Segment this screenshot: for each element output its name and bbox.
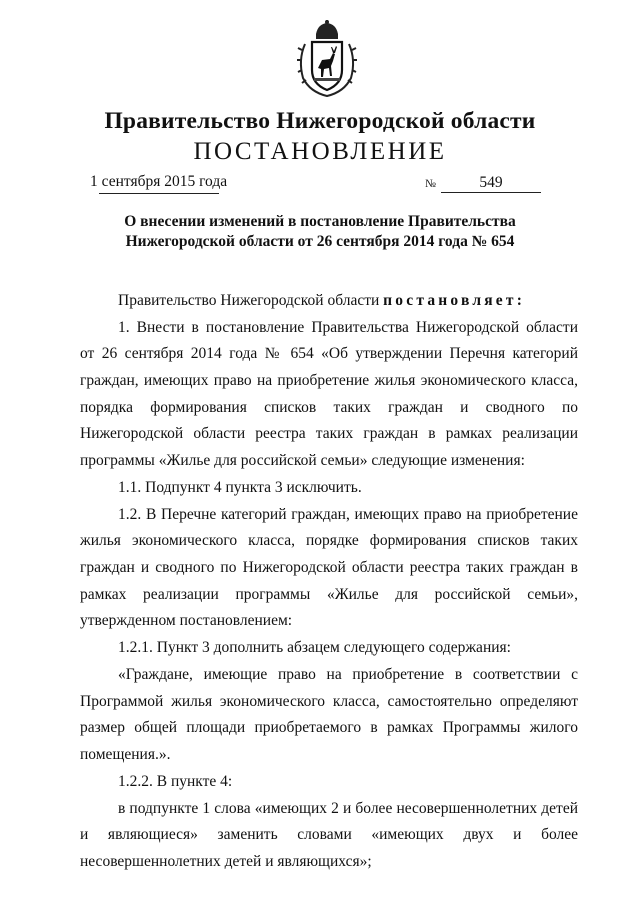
text-line: 1.2.1. Пункт 3 дополнить абзацем следующего содержания: — [118, 639, 511, 656]
text-line: в подпункте 1 слова «имеющих 2 и более несовершеннолетних детей — [118, 800, 578, 817]
text-line: граждан и сводного по Нижегородской области реестра таких граждан в — [80, 559, 578, 576]
intro-text: Правительство Нижегородской области — [118, 292, 380, 309]
text-line: порядка формирования списков таких граждан и сводного по — [80, 399, 578, 416]
text-line: граждан, имеющих право на приобретение жилья экономического класса, — [80, 372, 578, 389]
document-number: 549 — [479, 174, 503, 191]
text-line: и являющиеся» заменить словами «имеющих двух и более — [80, 826, 578, 843]
subject-line: Нижегородской области от 26 сентября 2014 года № 654 — [125, 233, 515, 250]
text-line: программы «Жилье для российской семьи» следующие изменения: — [80, 452, 525, 469]
text-line: размер общей площади приобретаемого в рамках Программы жилого — [80, 719, 578, 736]
date-underline — [99, 193, 219, 194]
text-line: «Граждане, имеющие право на приобретение в соответствии с — [118, 666, 578, 683]
organization-name: Правительство Нижегородской области — [104, 108, 536, 134]
number-underline — [441, 192, 541, 193]
text-line: Нижегородской области реестра таких граждан в рамках реализации — [80, 425, 578, 442]
text-line: 1.2. В Перечне категорий граждан, имеющих право на приобретение — [118, 506, 578, 523]
text-line: несовершеннолетних детей и являющихся»; — [80, 853, 372, 870]
intro-line — [118, 290, 578, 312]
intro-verb: постановляет: — [383, 292, 526, 309]
text-line: жилья экономического класса, порядке формирования списков таких — [80, 532, 578, 549]
text-line: помещения.». — [80, 746, 171, 763]
document-subject — [0, 212, 640, 252]
text-line: рамках реализации программы «Жилье для российской семьи», — [80, 586, 578, 603]
text-line: 1. Внести в постановление Правительства Нижегородской области — [118, 319, 578, 336]
text-line: утвержденном постановлением: — [80, 612, 293, 629]
document-type: ПОСТАНОВЛЕНИЕ — [193, 138, 447, 165]
text-line: 1.1. Подпункт 4 пункта 3 исключить. — [118, 479, 362, 496]
text-line: Программой жилья экономического класса, самостоятельно определяют — [80, 693, 578, 710]
text-line: от 26 сентября 2014 года № 654 «Об утверждении Перечня категорий — [80, 345, 578, 362]
nizhny-novgorod-coat-of-arms-icon — [296, 20, 358, 98]
text-line: 1.2.2. В пункте 4: — [118, 773, 233, 790]
subject-line: О внесении изменений в постановление Правительства — [124, 213, 516, 230]
document-date: 1 сентября 2015 года — [90, 173, 228, 190]
number-label: № — [425, 178, 436, 190]
